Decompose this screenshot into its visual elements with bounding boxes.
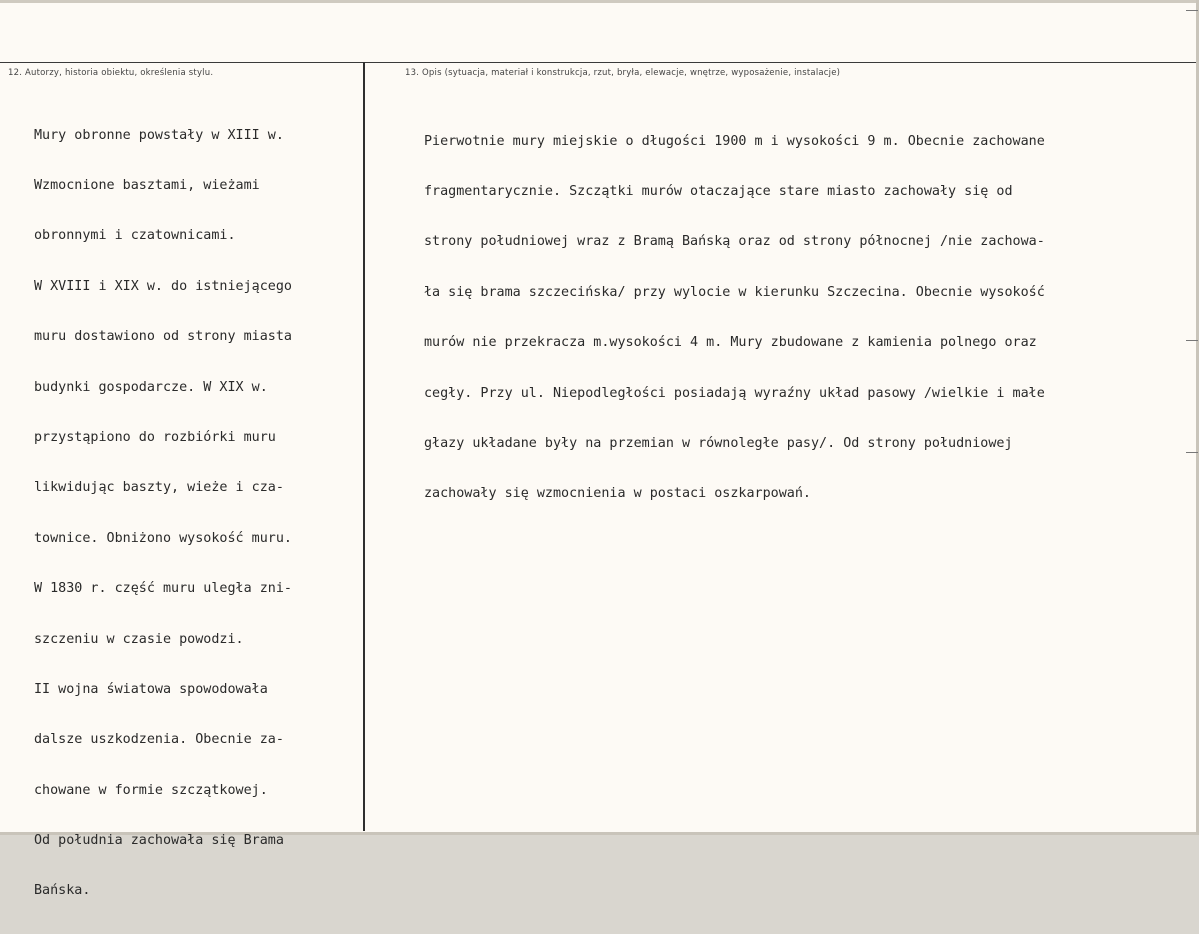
description-line: zachowały się wzmocnienia w postaci oszkarpowań. <box>424 486 811 502</box>
description-line: murów nie przekracza m.wysokości 4 m. Mury zbudowane z kamienia polnego oraz <box>424 335 1037 351</box>
history-line: budynki gospodarcze. W XIX w. <box>34 379 268 395</box>
history-line: likwidując baszty, wieże i cza- <box>34 480 284 496</box>
history-line: W XVIII i XIX w. do istniejącego <box>34 278 292 294</box>
history-line: townice. Obniżono wysokość muru. <box>34 530 292 546</box>
card-top-edge <box>0 0 1199 3</box>
history-line: dalsze uszkodzenia. Obecnie za- <box>34 732 284 748</box>
description-text <box>424 100 1196 537</box>
history-line: Bańska. <box>34 883 91 899</box>
history-line: Mury obronne powstały w XIII w. <box>34 127 284 143</box>
history-line: szczeniu w czasie powodzi. <box>34 631 244 647</box>
history-line: muru dostawiono od strony miasta <box>34 329 292 345</box>
description-field-label: 13. Opis (sytuacja, materiał i konstrukcja, rzut, bryła, elewacje, wnętrze, wyposażenie, instalacje) <box>405 68 841 78</box>
history-field-label: 12. Autorzy, historia obiektu, określenia stylu. <box>8 68 214 78</box>
history-line: obronnymi i czatownicami. <box>34 228 236 244</box>
header-rule <box>0 62 1196 63</box>
description-line: głazy układane były na przemian w równoległe pasy/. Od strony południowej <box>424 435 1013 451</box>
history-line: przystąpiono do rozbiórki muru <box>34 429 276 445</box>
history-line: II wojna światowa spowodowała <box>34 681 268 697</box>
history-line: Od południa zachowała się Brama <box>34 833 284 849</box>
description-line: Pierwotnie mury miejskie o długości 1900 m i wysokości 9 m. Obecnie zachowane <box>424 133 1045 149</box>
margin-tick <box>1186 10 1198 11</box>
history-line: Wzmocnione basztami, wieżami <box>34 177 260 193</box>
history-line: W 1830 r. część muru uległa zni- <box>34 581 292 597</box>
history-text <box>34 94 364 934</box>
description-line: ła się brama szczecińska/ przy wylocie w kierunku Szczecina. Obecnie wysokość <box>424 284 1045 300</box>
description-line: fragmentarycznie. Szczątki murów otaczające stare miasto zachowały się od <box>424 183 1013 199</box>
description-line: strony południowej wraz z Bramą Bańską oraz od strony północnej /nie zachowa- <box>424 234 1045 250</box>
history-line: chowane w formie szczątkowej. <box>34 782 268 798</box>
description-line: cegły. Przy ul. Niepodległości posiadają wyraźny układ pasowy /wielkie i małe <box>424 385 1045 401</box>
